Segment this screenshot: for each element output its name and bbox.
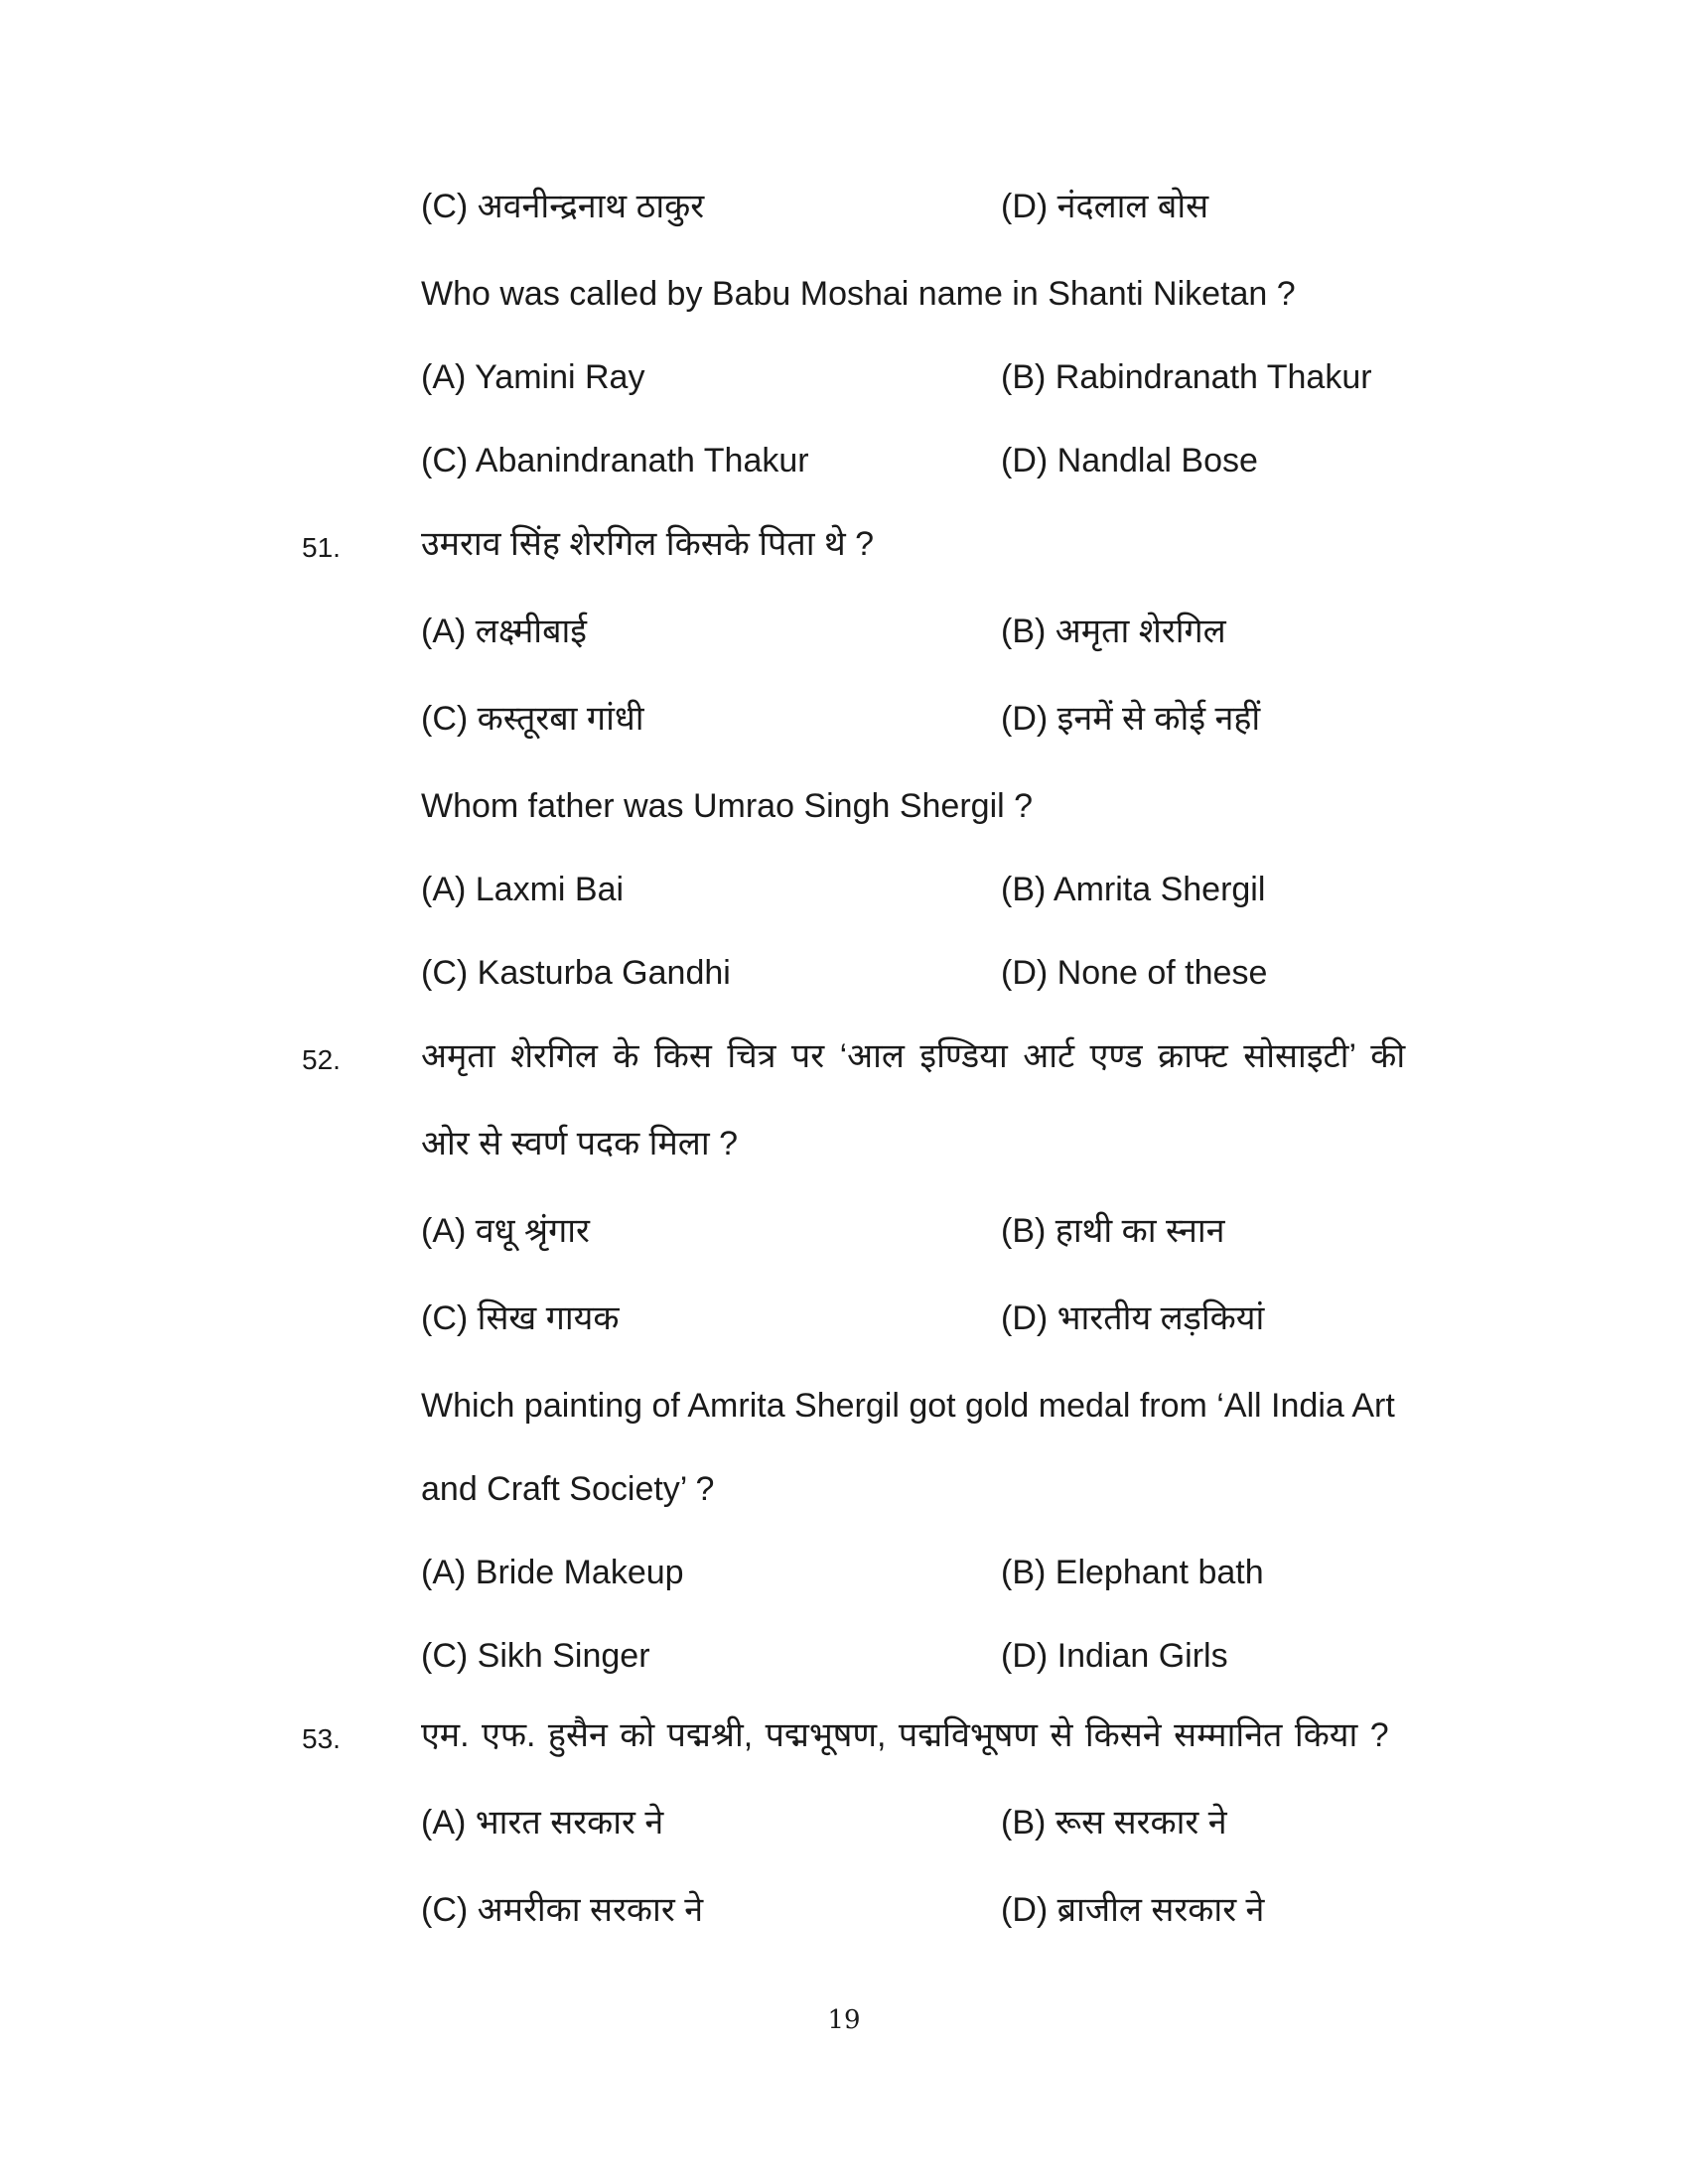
q50-en-option-c: (C) Abanindranath Thakur	[421, 442, 809, 479]
q52-en-option-d: (D) Indian Girls	[1001, 1637, 1228, 1675]
q50-hi-option-c: (C) अवनीन्द्रनाथ ठाकुर	[421, 188, 705, 225]
q52-hi-option-a: (A) वधू श्रृंगार	[421, 1212, 590, 1250]
q51-en-option-b: (B) Amrita Shergil	[1001, 871, 1266, 908]
q51-number: 51.	[302, 532, 341, 563]
q51-hi-option-c: (C) कस्तूरबा गांधी	[421, 700, 644, 738]
q51-en-option-a: (A) Laxmi Bai	[421, 871, 625, 908]
page-number: 19	[827, 2005, 861, 2035]
q50-hi-option-d: (D) नंदलाल बोस	[1001, 188, 1209, 225]
q50-en-option-a: (A) Yamini Ray	[421, 358, 645, 396]
q52-hi-option-b: (B) हाथी का स्नान	[1001, 1212, 1225, 1250]
q53-hi-option-b: (B) रूस सरकार ने	[1001, 1804, 1227, 1842]
q53-number: 53.	[302, 1723, 341, 1754]
q50-en-option-b: (B) Rabindranath Thakur	[1001, 358, 1372, 396]
q51-hi-option-a: (A) लक्ष्मीबाई	[421, 613, 588, 650]
q51-en-question: Whom father was Umrao Singh Shergil ?	[421, 787, 1034, 825]
q53-hi-option-c: (C) अमरीका सरकार ने	[421, 1891, 704, 1929]
q53-hi-option-d: (D) ब्राजील सरकार ने	[1001, 1891, 1265, 1929]
q51-hi-question: उमराव सिंह शेरगिल किसके पिता थे ?	[421, 525, 875, 563]
q53-hi-option-a: (A) भारत सरकार ने	[421, 1804, 664, 1842]
q51-hi-option-b: (B) अमृता शेरगिल	[1001, 613, 1226, 650]
q50-en-question: Who was called by Babu Moshai name in Shanti Niketan ?	[421, 275, 1296, 313]
q52-hi-option-c: (C) सिख गायक	[421, 1299, 620, 1337]
q52-hi-option-d: (D) भारतीय लड़कियां	[1001, 1299, 1265, 1337]
q50-en-option-d: (D) Nandlal Bose	[1001, 442, 1258, 479]
q51-en-option-d: (D) None of these	[1001, 954, 1268, 992]
q52-en-question-line1: Which painting of Amrita Shergil got gold medal from ‘All India Art	[421, 1387, 1395, 1425]
q52-en-option-a: (A) Bride Makeup	[421, 1554, 684, 1591]
q51-en-option-c: (C) Kasturba Gandhi	[421, 954, 731, 992]
q52-en-question-line2: and Craft Society’ ?	[421, 1470, 715, 1508]
q52-hi-question-line2: ओर से स्वर्ण पदक मिला ?	[421, 1125, 738, 1162]
q52-number: 52.	[302, 1044, 341, 1075]
q52-en-option-b: (B) Elephant bath	[1001, 1554, 1264, 1591]
q52-hi-question-line1: अमृता शेरगिल के किस चित्र पर ‘आल इण्डिया आर्ट एण्ड क्राफ्ट सोसाइटी’ की	[421, 1037, 1406, 1075]
q52-en-option-c: (C) Sikh Singer	[421, 1637, 650, 1675]
q51-hi-option-d: (D) इनमें से कोई नहीं	[1001, 700, 1261, 738]
q53-hi-question: एम. एफ. हुसैन को पद्मश्री, पद्मभूषण, पद्मविभूषण से किसने सम्मानित किया ?	[421, 1716, 1389, 1754]
